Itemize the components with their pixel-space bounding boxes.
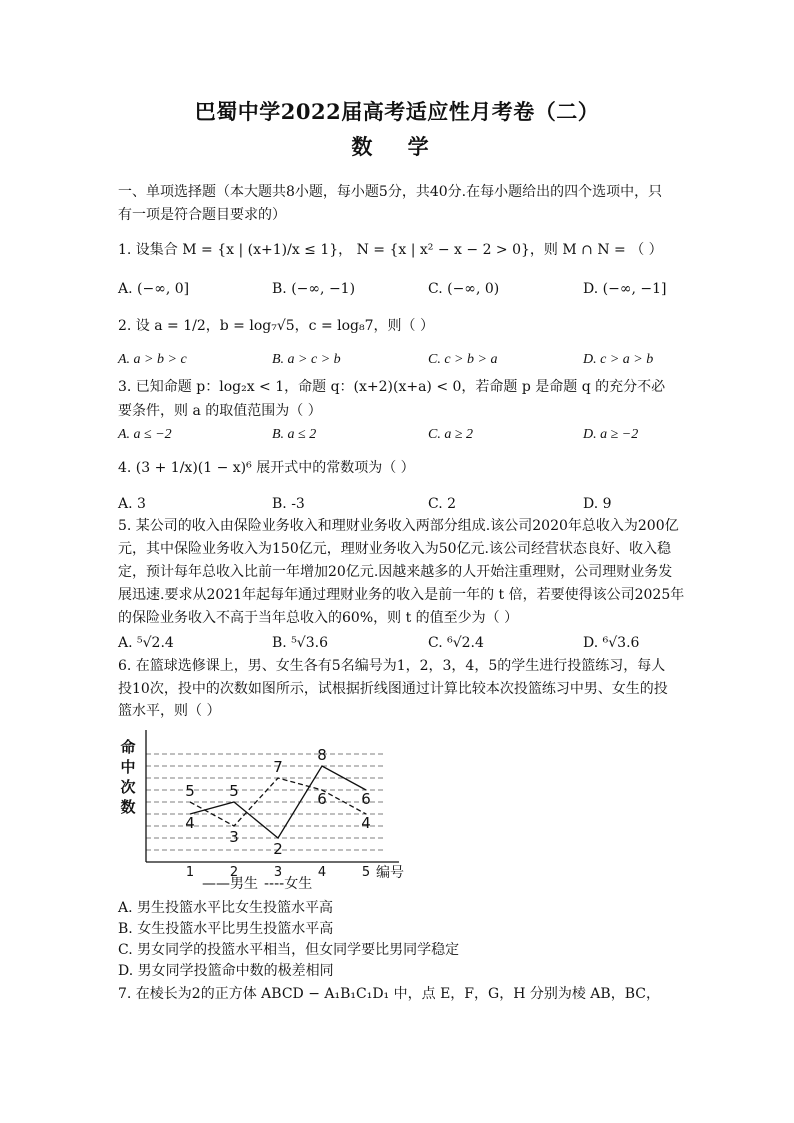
point-label: 3: [229, 828, 239, 846]
q5-line5: 的保险业务收入不高于当年总收入的60%，则 t 的值至少为（ ）: [118, 610, 519, 626]
q2-stem: 2. 设 a = 1/2，b = log₇√5，c = log₈7，则（ ）: [118, 318, 434, 334]
q1-option-c: C. (−∞, 0): [428, 281, 500, 297]
q1-option-b: B. (−∞, −1): [272, 281, 356, 297]
q3-option-a: A. a ≤ −2: [118, 427, 172, 442]
q6-line3: 篮水平，则（ ）: [118, 703, 221, 719]
q6-line1: 6. 在篮球选修课上，男、女生各有5名编号为1，2，3，4，5的学生进行投篮练习，每人: [118, 658, 666, 674]
q4-option-a: A. 3: [118, 496, 146, 512]
point-label: 8: [317, 746, 327, 764]
q5-option-c: C. ⁶√2.4: [428, 635, 484, 651]
q6-option-c: C. 男女同学的投篮水平相当，但女同学要比男同学稳定: [118, 942, 460, 958]
q5-option-d: D. ⁶√3.6: [583, 635, 640, 651]
point-label: 7: [273, 758, 283, 776]
shooting-line-chart: [114, 722, 414, 892]
q6-option-d: D. 男女同学投篮命中数的极差相同: [118, 963, 334, 979]
point-label: 4: [185, 814, 195, 832]
x-axis-label: 编号: [376, 865, 404, 881]
point-label: 5: [229, 782, 239, 800]
q6-line2: 投10次，投中的次数如图所示，试根据折线图通过计算比较本次投篮练习中男、女生的投: [118, 681, 668, 697]
q6-option-a: A. 男生投篮水平比女生投篮水平高: [118, 900, 334, 916]
q5-option-a: A. ⁵√2.4: [118, 635, 174, 651]
q2-option-b: B. a > c > b: [272, 352, 341, 367]
q5-option-b: B. ⁵√3.6: [272, 635, 328, 651]
legend-female: ----女生: [264, 876, 313, 892]
section-heading-line2: 有一项是符合题目要求的）: [118, 207, 286, 223]
page-title: 巴蜀中学2022届高考适应性月考卷（二）: [194, 99, 600, 124]
q4-stem: 4. (3 + 1/x)(1 − x)⁶ 展开式中的常数项为（ ）: [118, 460, 415, 476]
q1-option-a: A. (−∞, 0]: [118, 281, 190, 297]
x-tick-label: 4: [317, 865, 327, 880]
point-label: 6: [361, 790, 371, 808]
q5-line4: 展迅速.要求从2021年起每年通过理财业务的收入是前一年的 t 倍，若要使得该公司2025年: [118, 587, 685, 603]
q5-line3: 定，预计每年总收入比前一年增加20亿元.因越来越多的人开始注重理财，公司理财业务发: [118, 564, 673, 580]
q5-line1: 5. 某公司的收入由保险业务收入和理财业务收入两部分组成.该公司2020年总收入为200亿: [118, 518, 679, 534]
subject-title: 数 学: [351, 134, 443, 159]
q6-option-b: B. 女生投篮水平比男生投篮水平高: [118, 921, 334, 937]
x-tick-label: 3: [273, 865, 283, 880]
q3-option-b: B. a ≤ 2: [272, 427, 317, 442]
q3-line2: 要条件，则 a 的取值范围为（ ）: [118, 403, 322, 419]
q2-option-d: D. c > a > b: [583, 352, 654, 367]
section-heading-line1: 一、单项选择题（本大题共8小题，每小题5分，共40分.在每小题给出的四个选项中，只: [118, 184, 663, 200]
y-label-char: 命: [120, 738, 136, 756]
y-label-char: 中: [120, 758, 136, 776]
q3-option-c: C. a ≥ 2: [428, 427, 474, 442]
point-label: 5: [185, 782, 195, 800]
q3-line1: 3. 已知命题 p：log₂x < 1，命题 q：(x+2)(x+a) < 0，若命题 p 是命题 q 的充分不必: [118, 379, 666, 395]
point-label: 4: [361, 814, 371, 832]
point-label: 2: [273, 840, 283, 858]
chart-gridlines: [146, 754, 386, 862]
q2-option-c: C. c > b > a: [428, 352, 498, 367]
q1-stem: 1. 设集合 M = {x | (x+1)/x ≤ 1}， N = {x | x² − x − 2 > 0}，则 M ∩ N = （ ）: [118, 242, 663, 258]
q4-option-c: C. 2: [428, 496, 457, 512]
legend-male: ——男生: [202, 876, 258, 892]
point-label: 6: [317, 790, 327, 808]
y-label-char: 数: [120, 798, 136, 816]
q4-option-b: B. -3: [272, 496, 305, 512]
x-tick-label: 5: [361, 865, 371, 880]
q1-option-d: D. (−∞, −1]: [583, 281, 667, 297]
x-tick-label: 1: [185, 865, 195, 880]
q4-option-d: D. 9: [583, 496, 612, 512]
y-label-char: 次: [120, 778, 136, 796]
q3-option-d: D. a ≥ −2: [583, 427, 639, 442]
x-tick-label: 2: [229, 865, 239, 880]
q5-line2: 元，其中保险业务收入为150亿元，理财业务收入为50亿元.该公司经营状态良好、收入稳: [118, 541, 671, 557]
y-axis-label: [120, 738, 135, 816]
q7-line1: 7. 在棱长为2的正方体 ABCD − A₁B₁C₁D₁ 中，点 E，F，G，H 分别为棱 AB，BC，: [118, 986, 660, 1002]
q2-option-a: A. a > b > c: [118, 352, 187, 367]
